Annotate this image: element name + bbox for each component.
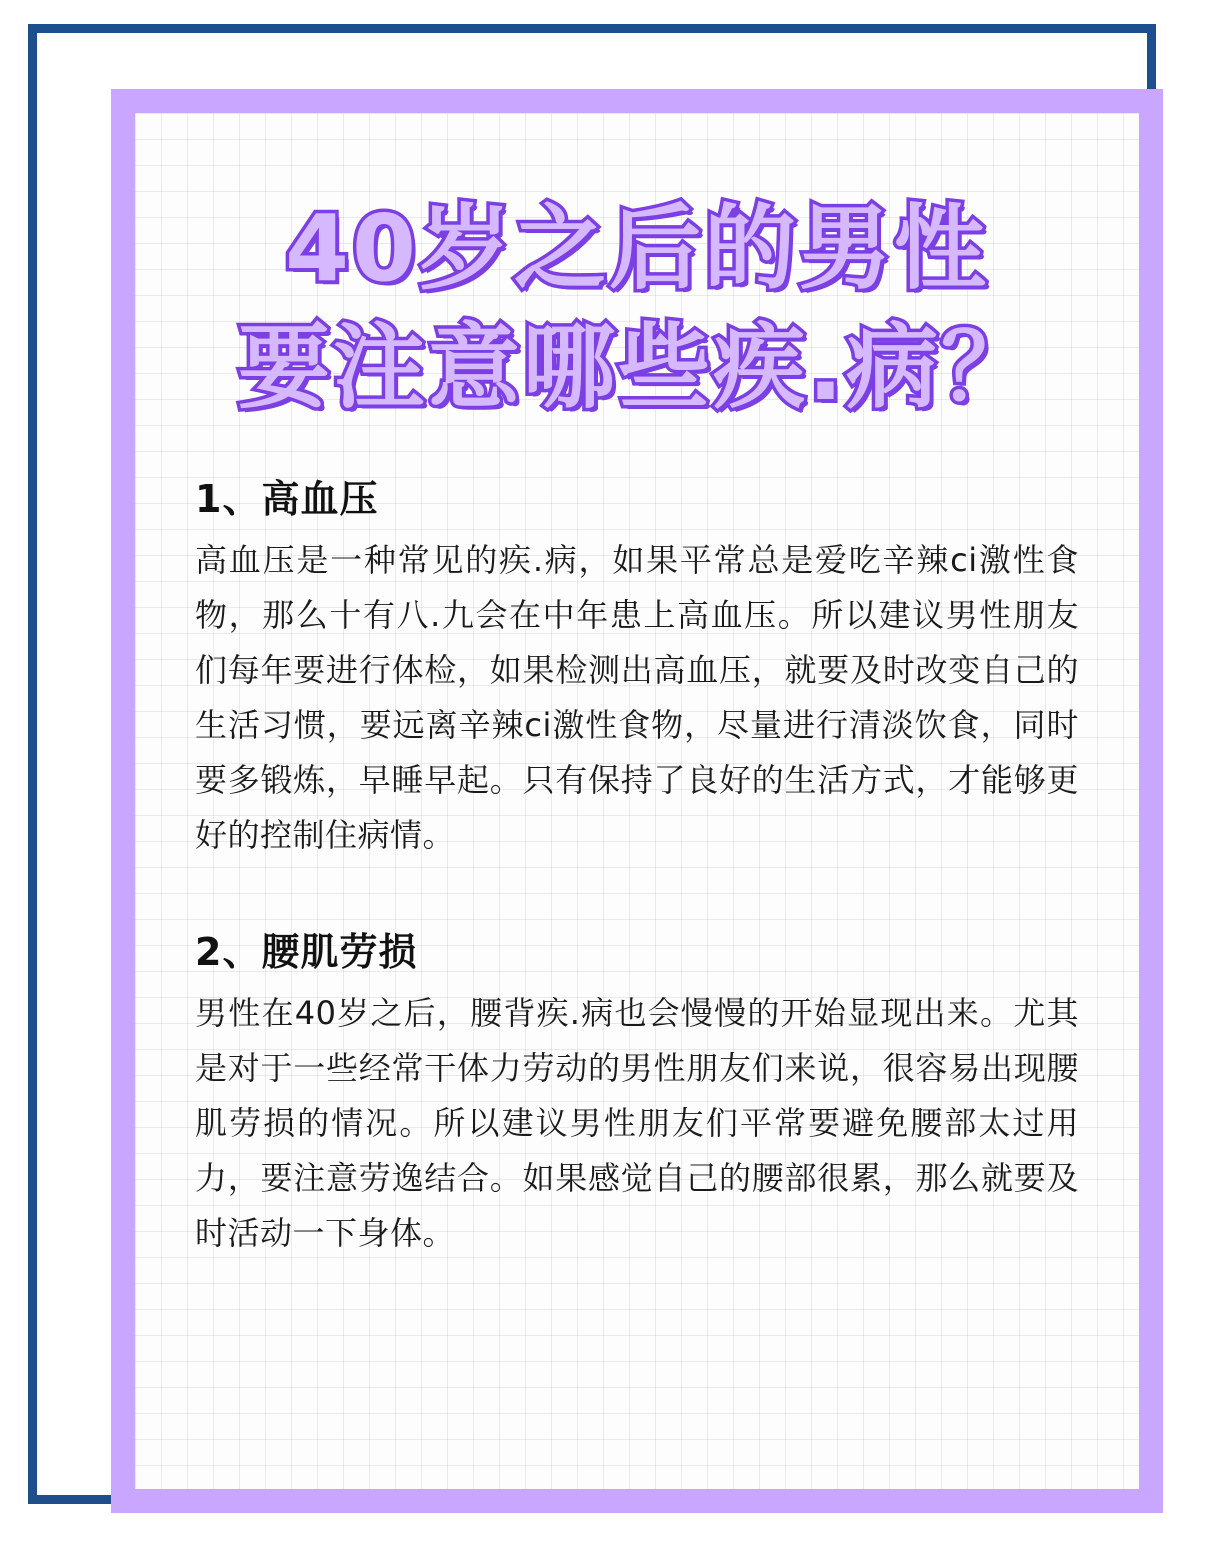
section-lumbar-muscle-strain [177,921,1097,1261]
section-heading-1: 1、高血压 [195,477,379,522]
poster-purple-frame [111,89,1163,1513]
section-body-2: 男性在40岁之后，腰背疾.病也会慢慢的开始显现出来。尤其是对于一些经常干体力劳动的男性朋友们来说，很容易出现腰肌劳损的情况。所以建议男性朋友们平常要避免腰部太过用力，要注意劳逸结合。如果感觉自己的腰部很累，那么就要及时活动一下身体。 [195,994,1079,1253]
title-line-2: 要注意哪些疾.病？ [238,313,1036,421]
section-hypertension [177,468,1097,863]
poster-outer-frame [28,24,1156,1504]
poster-title [177,195,1097,422]
grid-paper-sheet [135,113,1139,1489]
title-line-1: 40岁之后的男性 [284,195,990,302]
content-area [177,149,1097,1469]
section-body-1: 高血压是一种常见的疾.病，如果平常总是爱吃辛辣ci激性食物，那么十有八.九会在中年患上高血压。所以建议男性朋友们每年要进行体检，如果检测出高血压，就要及时改变自己的生活习惯，要远离辛辣ci激性食物，尽量进行清淡饮食，同时要多锻炼，早睡早起。只有保持了良好的生活方式，才能够更好的控制住病情。 [195,541,1079,855]
section-heading-2: 2、腰肌劳损 [195,930,418,975]
